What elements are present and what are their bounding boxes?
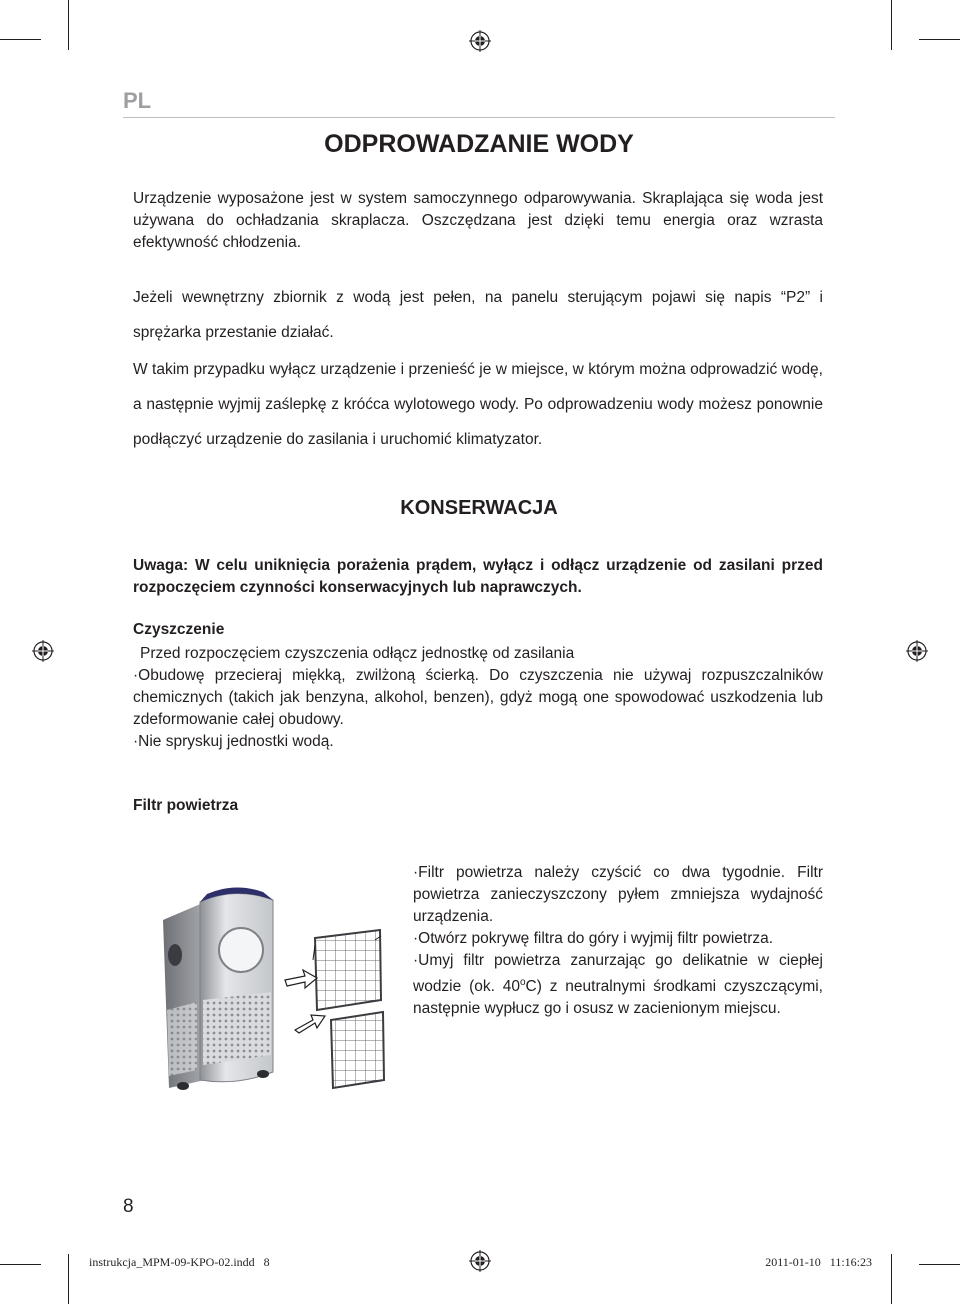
filter-step-3: [413, 950, 823, 1020]
filter-step-2: ·Otwórz pokrywę filtra do góry i wyjmij filtr powietrza.: [413, 930, 774, 947]
cleaning-step-1: Przed rozpoczęciem czyszczenia odłącz jednostkę od zasilania: [140, 645, 575, 662]
crop-mark: [891, 0, 892, 50]
air-conditioner-filter-illustration: [145, 880, 390, 1095]
filter-step-3-part-b: C) z neutralnymi środkami czyszczącymi, następnie wypłucz go i osusz w zacienionym miejscu.: [413, 978, 823, 1018]
registration-mark-icon: [469, 30, 491, 52]
filter-step-3-part-a: ·Umyj filtr powietrza zanurzając go delikatnie w ciepłej wodzie (ok. 40: [413, 952, 823, 996]
crop-mark: [0, 39, 41, 40]
crop-mark: [919, 1264, 960, 1265]
paragraph-water-3: W takim przypadku wyłącz urządzenie i przenieść je w miejsce, w którym można odprowadzić wodę, a następnie wyjmij zaślepkę z króćca wylotowego wody. Po odprowadzeniu wody możesz ponownie podłączyć urządzenie do zasilania i uruchomić klimatyzator.: [133, 361, 823, 448]
section-title-maintenance: KONSERWACJA: [400, 497, 558, 519]
slug-filename: instrukcja_MPM-09-KPO-02.indd 8: [89, 1255, 270, 1269]
slug-timestamp: 2011-01-10 11:16:23: [765, 1255, 872, 1269]
registration-mark-icon: [906, 640, 928, 662]
language-label: PL: [123, 88, 152, 113]
crop-mark: [919, 39, 960, 40]
registration-mark-icon: [32, 640, 54, 662]
header-rule: [123, 117, 835, 118]
cleaning-step-2: ·Obudowę przecieraj miękką, zwilżoną ścierką. Do czyszczenia nie używaj rozpuszczalników chemicznych (takich jak benzyna, alkohol, benzen), gdyż mogą one spowodować uszkodzenia lub zdeformowanie całej obudowy.: [133, 667, 823, 728]
crop-mark: [68, 0, 69, 50]
paragraph-water-1: Urządzenie wyposażone jest w system samoczynnego odparowywania. Skraplająca się woda jest używana do ochładzania skraplacza. Oszczędzana jest dzięki temu energia oraz wzrasta efektywność chłodzenia.: [133, 190, 823, 251]
registration-mark-icon: [469, 1250, 491, 1272]
crop-mark: [68, 1254, 69, 1304]
subheading-air-filter: Filtr powietrza: [133, 797, 239, 814]
warning-text: Uwaga: W celu uniknięcia porażenia prądem, wyłącz i odłącz urządzenie od zasilani przed rozpoczęciem czynności konserwacyjnych lub naprawczych.: [133, 557, 823, 596]
cleaning-step-3: ·Nie spryskuj jednostki wodą.: [133, 733, 334, 750]
subheading-cleaning: Czyszczenie: [133, 621, 225, 638]
filter-step-1: ·Filtr powietrza należy czyścić co dwa tygodnie. Filtr powietrza zanieczyszczony pyłem zmniejsza wydajność urządzenia.: [413, 864, 823, 925]
page-number: 8: [123, 1196, 134, 1217]
degree-superscript: o: [519, 977, 526, 988]
crop-mark: [891, 1254, 892, 1304]
paragraph-water-2: Jeżeli wewnętrzny zbiornik z wodą jest pełen, na panelu sterującym pojawi się napis “P2” i sprężarka przestanie działać.: [133, 289, 823, 341]
crop-mark: [0, 1264, 41, 1265]
section-title-water: ODPROWADZANIE WODY: [324, 130, 634, 158]
